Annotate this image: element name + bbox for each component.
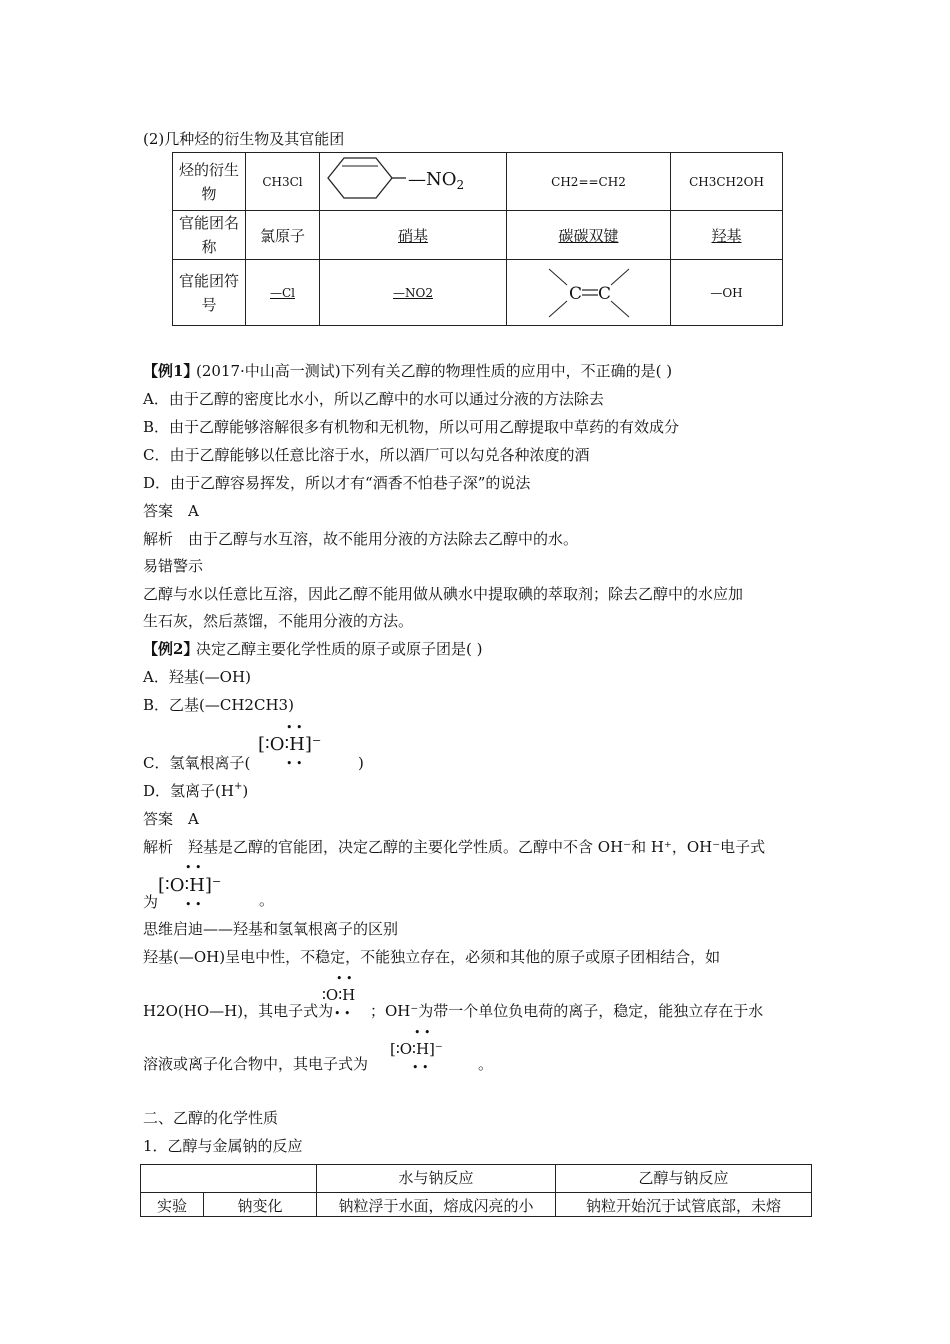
example2-stem: 决定乙醇主要化学性质的原子或原子团是( ) [196,640,483,658]
radical-dots-bottom: • • [334,1007,351,1020]
header-empty [141,1165,317,1193]
row-header-symbol: 官能团符号 [173,260,246,326]
subheading-sodium: 1．乙醇与金属钠的反应 [143,1137,303,1155]
example1-option-c: C．由于乙醇能够以任意比溶于水，所以酒厂可以勾兑各种浓度的酒 [143,446,590,464]
warning-line-2: 生石灰，然后蒸馏，不能用分液的方法。 [143,612,414,630]
thinking-line-3-suffix: 。 [478,1055,494,1073]
carbon-right: C [597,283,611,304]
name-hydroxyl: 羟基 [671,211,783,260]
derivatives-table [172,152,783,326]
example1-label: 【例1】 [143,362,199,380]
analysis-dots-top: • • [185,861,202,874]
plus-sign: + [233,781,243,792]
example1-answer: 答案 A [143,502,199,520]
ion-dots-bottom: • • [412,1061,429,1074]
hydroxide-formula-c: [∶O∶H]⁻ [258,734,322,755]
symbol-hydroxyl: —OH [671,260,783,326]
cell-ethylene: CH2==CH2 [507,153,671,211]
row-label-experiment: 实验 [141,1193,204,1217]
example2-label: 【例2】 [143,640,199,658]
cell-water-sodium: 钠粒浮于水面，熔成闪亮的小 [317,1193,556,1217]
cell-ch3cl: CH3Cl [246,153,320,211]
radical-formula: ∶O∶H [322,986,356,1004]
example2-answer: 答案 A [143,810,199,828]
example2-analysis: 解析 羟基是乙醇的官能团，决定乙醇的主要化学性质。乙醇中不含 OH⁻和 H⁺，OH⁻电子式 [143,838,766,856]
row-label-sodium-change: 钠变化 [204,1193,317,1217]
option-d-end: ) [242,782,249,800]
cell-nitrobenzene [320,153,507,211]
name-chlorine: 氯原子 [246,211,320,260]
name-nitro: 硝基 [320,211,507,260]
example1-option-b: B．由于乙醇能够溶解很多有机物和无机物，所以可用乙醇提取中草药的有效成分 [143,418,680,436]
cell-ethanol: CH3CH2OH [671,153,783,211]
symbol-double-bond [507,260,671,326]
row-header-derivative: 烃的衍生物 [173,153,246,211]
ion-dots-top: • • [414,1026,431,1039]
header-water: 水与钠反应 [317,1165,556,1193]
header-ethanol: 乙醇与钠反应 [556,1165,812,1193]
example2-option-c-end: ) [358,754,364,772]
analysis-end-prefix: 为 [143,893,159,911]
thinking-line-2-prefix: H2O(HO—H)，其电子式为 [143,1002,334,1020]
carbon-left: C [568,283,582,304]
electron-dots-bottom: • • [286,757,303,770]
double-bond-structure [509,261,669,325]
example2-option-d [143,781,249,800]
thinking-line-3-prefix: 溶液或离子化合物中，其电子式为 [143,1055,369,1073]
cell-ethanol-sodium: 钠粒开始沉于试管底部，未熔 [556,1193,812,1217]
nitro-text: $—NO_2$ [408,168,465,192]
analysis-dots-bottom: • • [185,898,202,911]
electron-dots-top: • • [286,721,303,734]
example1-option-a: A．由于乙醇的密度比水小，所以乙醇中的水可以通过分液的方法除去 [143,390,604,408]
section-heading: (2)几种烃的衍生物及其官能团 [143,130,345,148]
analysis-formula: [∶O∶H]⁻ [158,875,222,896]
row-header-name: 官能团名称 [173,211,246,260]
example2-option-c: C．氢氧根离子( [143,754,251,772]
analysis-end-suffix: 。 [259,891,275,909]
ion-formula: [∶O∶H]⁻ [390,1040,443,1058]
thinking-line-2-mid: ；OH⁻为带一个单位负电荷的离子，稳定，能独立存在于水 [370,1002,764,1020]
example2-option-b: B．乙基(—CH2CH3) [143,696,294,714]
symbol-nitro: —NO2 [320,260,507,326]
warning-line-1: 乙醇与水以任意比互溶，因此乙醇不能用做从碘水中提取碘的萃取剂；除去乙醇中的水应加 [143,585,744,603]
thinking-line-1: 羟基(—OH)呈电中性，不稳定，不能独立存在，必须和其他的原子或原子团相结合，如 [143,948,721,966]
part2-heading: 二、乙醇的化学性质 [143,1109,279,1127]
example1-option-d: D．由于乙醇容易挥发，所以才有“酒香不怕巷子深”的说法 [143,474,531,492]
symbol-chlorine: —Cl [246,260,320,326]
sodium-reaction-table [140,1164,812,1217]
radical-dots-top: • • [336,972,353,985]
name-double-bond: 碳碳双键 [507,211,671,260]
example1-analysis: 解析 由于乙醇与水互溶，故不能用分液的方法除去乙醇中的水。 [143,530,579,548]
warning-title: 易错警示 [143,557,204,575]
example2-option-a: A．羟基(—OH) [143,668,251,686]
nitrobenzene-structure [320,154,506,210]
option-d-text: D．氢离子(H [143,782,234,800]
thinking-title: 思维启迪——羟基和氢氧根离子的区别 [143,920,399,938]
example1-stem: (2017·中山高一测试)下列有关乙醇的物理性质的应用中，不正确的是( ) [196,362,673,380]
